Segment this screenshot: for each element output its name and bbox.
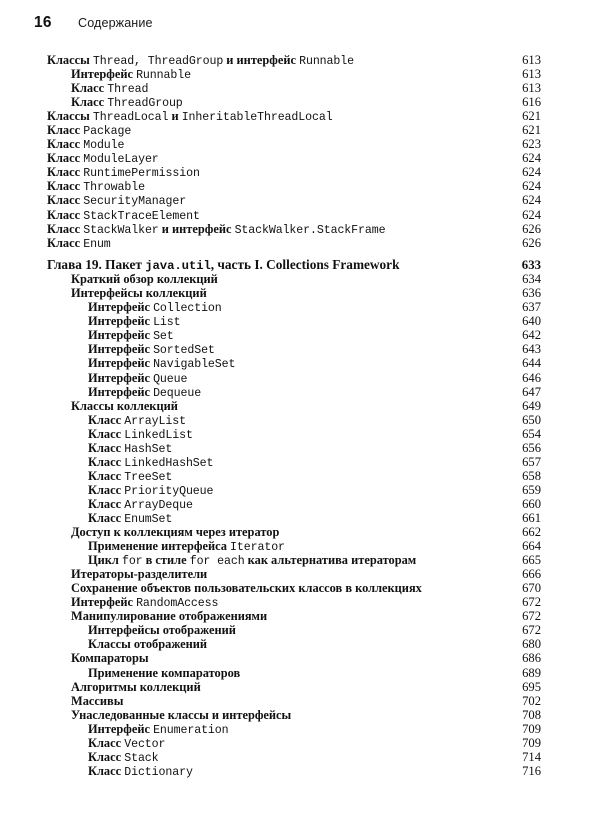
toc-page-number: 695 bbox=[522, 679, 541, 694]
toc-page-number: 702 bbox=[522, 693, 541, 708]
toc-page-number: 656 bbox=[522, 440, 541, 455]
toc-page-number: 633 bbox=[521, 258, 541, 273]
entry-text: Унаследованные классы и интерфейсы bbox=[71, 707, 292, 722]
code-identifier: LinkedList bbox=[124, 428, 193, 442]
entry-text: Интерфейс bbox=[71, 595, 137, 610]
toc-entry-row[interactable] bbox=[0, 666, 600, 680]
entry-text: Алгоритмы коллекций bbox=[71, 679, 201, 694]
toc-entry-row[interactable] bbox=[0, 708, 600, 722]
code-identifier: Stack bbox=[124, 751, 159, 765]
entry-text: Класс bbox=[88, 763, 125, 778]
code-identifier: List bbox=[153, 316, 181, 330]
code-identifier: Dictionary bbox=[124, 765, 193, 779]
entry-text: Класс bbox=[47, 179, 84, 194]
toc-page-number: 716 bbox=[522, 763, 541, 778]
toc-entry-row[interactable] bbox=[0, 385, 600, 399]
code-identifier: RandomAccess bbox=[136, 597, 219, 611]
entry-text: Интерфейс bbox=[88, 300, 154, 315]
entry-text: Глава 19. Пакет bbox=[47, 257, 146, 273]
toc-entry-row[interactable] bbox=[0, 356, 600, 370]
toc-page-number: 637 bbox=[522, 300, 541, 315]
toc-page-number: 672 bbox=[522, 609, 541, 624]
code-identifier: Set bbox=[153, 330, 174, 344]
entry-text: Массивы bbox=[71, 693, 124, 708]
toc-entry-row[interactable] bbox=[0, 342, 600, 356]
toc-page-number: 623 bbox=[522, 137, 541, 152]
entry-text: Класс bbox=[88, 440, 125, 455]
entry-text: Интерфейс bbox=[88, 356, 154, 371]
toc-page-number: 665 bbox=[522, 553, 541, 568]
toc-page-number: 613 bbox=[522, 81, 541, 96]
entry-text: Класс bbox=[71, 81, 108, 96]
running-head bbox=[0, 14, 600, 40]
entry-text: Интерфейсы отображений bbox=[88, 623, 236, 638]
toc-page-number: 672 bbox=[522, 623, 541, 638]
toc-entry-row[interactable] bbox=[0, 53, 600, 67]
toc-entry-row[interactable] bbox=[0, 525, 600, 539]
toc-entry-label bbox=[71, 581, 422, 595]
code-identifier: java.util bbox=[145, 259, 211, 274]
toc-entry-row[interactable] bbox=[0, 595, 600, 609]
toc-entry-row[interactable] bbox=[0, 651, 600, 665]
code-identifier: Throwable bbox=[83, 181, 145, 195]
toc-entry-row[interactable] bbox=[0, 427, 600, 441]
toc-entry-row[interactable] bbox=[0, 95, 600, 109]
entry-text: Классы bbox=[47, 53, 93, 67]
toc-page-number: 666 bbox=[522, 567, 541, 582]
code-identifier: Iterator bbox=[230, 541, 285, 555]
toc-entry-row[interactable] bbox=[0, 286, 600, 300]
toc-page-number: 624 bbox=[522, 151, 541, 166]
entry-text: Цикл bbox=[88, 553, 122, 568]
toc-page-number: 621 bbox=[522, 123, 541, 138]
entry-text: Класс bbox=[88, 496, 125, 511]
toc-entry-row[interactable] bbox=[0, 736, 600, 750]
entry-text: Компараторы bbox=[71, 651, 149, 666]
code-identifier: SortedSet bbox=[153, 344, 215, 358]
toc-entry-row[interactable] bbox=[0, 371, 600, 385]
toc-entry-row[interactable] bbox=[0, 609, 600, 623]
toc-page-number: 650 bbox=[522, 412, 541, 427]
entry-text: Класс bbox=[88, 482, 125, 497]
entry-text: Классы коллекций bbox=[71, 398, 178, 413]
toc-entry-row[interactable] bbox=[0, 123, 600, 137]
code-identifier: Enumeration bbox=[153, 723, 229, 737]
entry-text: Класс bbox=[88, 511, 125, 525]
toc-page-number: 670 bbox=[522, 581, 541, 596]
toc-entry-row[interactable] bbox=[0, 272, 600, 286]
code-identifier: TreeSet bbox=[124, 470, 173, 484]
entry-text: Класс bbox=[47, 207, 84, 222]
toc-entry-row[interactable] bbox=[0, 497, 600, 511]
toc-entry-row[interactable] bbox=[0, 208, 600, 222]
toc-entry-row[interactable] bbox=[0, 314, 600, 328]
entry-text: Классы отображений bbox=[88, 637, 208, 652]
toc-entry-label bbox=[47, 258, 399, 273]
entry-text: Интерфейс bbox=[88, 342, 154, 357]
toc-page-number: 660 bbox=[522, 496, 541, 511]
toc-page-number: 616 bbox=[522, 95, 541, 110]
toc-page-number: 659 bbox=[522, 482, 541, 497]
toc-page-number: 624 bbox=[522, 179, 541, 194]
toc-entry-row[interactable] bbox=[0, 511, 600, 525]
code-identifier: NavigableSet bbox=[153, 358, 236, 372]
toc-page-number: 626 bbox=[522, 221, 541, 236]
toc-entry-label bbox=[88, 623, 236, 637]
toc-page-number: 636 bbox=[522, 286, 541, 301]
code-identifier: PriorityQueue bbox=[124, 484, 214, 498]
toc-entry-row[interactable] bbox=[0, 553, 600, 567]
code-identifier: ArrayDeque bbox=[124, 498, 193, 512]
toc-entry-label bbox=[71, 286, 207, 300]
toc-page-number: 658 bbox=[522, 468, 541, 483]
toc-page-number: 708 bbox=[522, 707, 541, 722]
toc-entry-row[interactable] bbox=[0, 623, 600, 637]
code-identifier: for bbox=[121, 555, 143, 569]
running-head-title: Содержание bbox=[78, 16, 153, 30]
toc-entry-row[interactable] bbox=[0, 581, 600, 595]
toc-entry-row[interactable] bbox=[0, 567, 600, 581]
toc-entry-row[interactable] bbox=[0, 694, 600, 708]
entry-text: Класс bbox=[47, 123, 84, 138]
toc-page-number: 661 bbox=[522, 511, 541, 525]
toc-page-number: 662 bbox=[522, 525, 541, 540]
code-identifier: ArrayList bbox=[124, 414, 186, 428]
toc-entry-row[interactable] bbox=[0, 81, 600, 95]
toc-entry-label bbox=[71, 708, 291, 722]
toc-page-number: 634 bbox=[522, 272, 541, 287]
toc-page-number: 647 bbox=[522, 384, 541, 399]
toc-page-number: 624 bbox=[522, 207, 541, 222]
toc-entry-label bbox=[71, 651, 149, 665]
entry-text: Итераторы-разделители bbox=[71, 567, 208, 582]
code-identifier: Thread bbox=[107, 83, 149, 97]
code-identifier: StackTraceElement bbox=[83, 209, 200, 223]
entry-text: Краткий обзор коллекций bbox=[71, 272, 218, 287]
toc-page-number: 642 bbox=[522, 328, 541, 343]
code-identifier: Dequeue bbox=[153, 386, 202, 400]
toc-entry-row[interactable] bbox=[0, 222, 600, 236]
entry-text: в стиле bbox=[142, 553, 190, 568]
entry-text: , часть I. Collections Framework bbox=[210, 257, 400, 273]
code-identifier: Collection bbox=[153, 302, 222, 316]
toc-page-number: 613 bbox=[522, 53, 541, 67]
toc-entry-label bbox=[47, 236, 111, 252]
entry-text: Класс bbox=[47, 193, 84, 208]
code-identifier: ThreadGroup bbox=[107, 97, 183, 111]
code-identifier: Module bbox=[83, 139, 125, 153]
code-identifier: Queue bbox=[153, 372, 188, 386]
toc-page-number: 709 bbox=[522, 721, 541, 736]
code-identifier: Runnable bbox=[136, 69, 191, 83]
entry-text: Класс bbox=[88, 749, 125, 764]
entry-text: Применение интерфейса bbox=[88, 539, 231, 554]
code-identifier: Package bbox=[83, 125, 132, 139]
entry-text: Интерфейсы коллекций bbox=[71, 286, 207, 301]
entry-text: Интерфейс bbox=[88, 721, 154, 736]
entry-text: Интерфейс bbox=[88, 370, 154, 385]
code-identifier: Enum bbox=[83, 237, 111, 251]
toc-entry-row[interactable] bbox=[0, 193, 600, 207]
toc-page-number: 709 bbox=[522, 735, 541, 750]
toc-entry-row[interactable] bbox=[0, 750, 600, 764]
toc-entry-row[interactable] bbox=[0, 441, 600, 455]
toc-entry-label bbox=[71, 399, 178, 413]
toc-page-number: 657 bbox=[522, 454, 541, 469]
entry-text: Класс bbox=[88, 468, 125, 483]
entry-text: Интерфейс bbox=[88, 314, 154, 329]
toc-page-number: 714 bbox=[522, 749, 541, 764]
toc-entry-row[interactable] bbox=[0, 137, 600, 151]
entry-text: Интерфейс bbox=[71, 67, 137, 82]
toc-entry-label bbox=[88, 764, 193, 780]
toc-entry-row[interactable] bbox=[0, 236, 600, 250]
code-identifier: LinkedHashSet bbox=[124, 456, 214, 470]
code-identifier: InheritableThreadLocal bbox=[181, 111, 333, 125]
toc-page-number: 613 bbox=[522, 67, 541, 82]
toc-entry-row[interactable] bbox=[0, 109, 600, 123]
toc-entry-label bbox=[71, 525, 279, 539]
entry-text: Применение компараторов bbox=[88, 665, 241, 680]
entry-text: и интерфейс bbox=[158, 221, 235, 236]
entry-text: Интерфейс bbox=[88, 328, 154, 343]
entry-text: Класс bbox=[47, 137, 84, 152]
toc-entry-label bbox=[71, 694, 123, 708]
toc-page-number: 672 bbox=[522, 595, 541, 610]
toc-entry-label bbox=[71, 567, 207, 581]
code-identifier: StackWalker bbox=[83, 223, 159, 237]
entry-text: Класс bbox=[47, 151, 84, 166]
toc-entry-row[interactable] bbox=[0, 722, 600, 736]
entry-text: Класс bbox=[88, 454, 125, 469]
toc-entry-row[interactable] bbox=[0, 680, 600, 694]
toc-page-number: 621 bbox=[522, 109, 541, 124]
toc-entry-row[interactable] bbox=[0, 300, 600, 314]
toc-entry-label bbox=[71, 609, 267, 623]
code-identifier: SecurityManager bbox=[83, 195, 187, 209]
toc-entry-label bbox=[71, 272, 218, 286]
entry-text: Класс bbox=[47, 165, 84, 180]
toc-page-number: 626 bbox=[522, 235, 541, 250]
toc-page-number: 654 bbox=[522, 426, 541, 441]
entry-text: Класс bbox=[88, 735, 125, 750]
toc-page-number: 624 bbox=[522, 165, 541, 180]
toc-entry-label bbox=[71, 680, 201, 694]
table-of-contents bbox=[0, 53, 600, 778]
code-identifier: Thread, ThreadGroup bbox=[92, 55, 224, 68]
toc-entry-row[interactable] bbox=[0, 483, 600, 497]
toc-page-number: 644 bbox=[522, 356, 541, 371]
entry-text: Класс bbox=[88, 412, 125, 427]
toc-page-number: 640 bbox=[522, 314, 541, 329]
toc-entry-row[interactable] bbox=[0, 151, 600, 165]
toc-entry-label bbox=[88, 637, 207, 651]
entry-text: Манипулирование отображениями bbox=[71, 609, 268, 624]
entry-text: Класс bbox=[88, 426, 125, 441]
toc-page-number: 664 bbox=[522, 539, 541, 554]
code-identifier: ThreadLocal bbox=[92, 111, 169, 125]
toc-entry-row[interactable] bbox=[0, 179, 600, 193]
toc-page-number: 646 bbox=[522, 370, 541, 385]
toc-entry-row[interactable] bbox=[0, 67, 600, 81]
code-identifier: for each bbox=[189, 555, 245, 569]
page-folio-number: 16 bbox=[34, 14, 52, 31]
toc-entry-row[interactable] bbox=[0, 637, 600, 651]
code-identifier: EnumSet bbox=[124, 513, 173, 526]
toc-page-number: 643 bbox=[522, 342, 541, 357]
toc-page-number: 649 bbox=[522, 398, 541, 413]
toc-chapter-row[interactable] bbox=[0, 258, 600, 272]
toc-entry-row[interactable] bbox=[0, 328, 600, 342]
toc-entry-row[interactable] bbox=[0, 539, 600, 553]
entry-text: как альтернатива итераторам bbox=[244, 553, 417, 568]
code-identifier: ModuleLayer bbox=[83, 153, 159, 167]
toc-entry-row[interactable] bbox=[0, 764, 600, 778]
entry-text: Класс bbox=[47, 221, 84, 236]
code-identifier: HashSet bbox=[124, 442, 173, 456]
code-identifier: Runnable bbox=[299, 55, 354, 68]
toc-page-number: 689 bbox=[522, 665, 541, 680]
toc-page-number: 686 bbox=[522, 651, 541, 666]
toc-entry-row[interactable] bbox=[0, 469, 600, 483]
code-identifier: StackWalker.StackFrame bbox=[234, 223, 386, 237]
toc-page-number: 680 bbox=[522, 637, 541, 652]
entry-text: Доступ к коллекциям через итератор bbox=[71, 525, 280, 540]
toc-entry-row[interactable] bbox=[0, 413, 600, 427]
entry-text: Класс bbox=[71, 95, 108, 110]
entry-text: и bbox=[168, 109, 182, 124]
entry-text: Класс bbox=[47, 235, 84, 250]
toc-entry-row[interactable] bbox=[0, 455, 600, 469]
entry-text: и интерфейс bbox=[223, 53, 300, 67]
toc-entry-row[interactable] bbox=[0, 399, 600, 413]
code-identifier: RuntimePermission bbox=[83, 167, 200, 181]
toc-entry-row[interactable] bbox=[0, 165, 600, 179]
entry-text: Сохранение объектов пользовательских классов в коллекциях bbox=[71, 581, 422, 596]
toc-page-number: 624 bbox=[522, 193, 541, 208]
toc-entry-label bbox=[88, 666, 240, 680]
code-identifier: Vector bbox=[124, 737, 166, 751]
entry-text: Классы bbox=[47, 109, 93, 124]
entry-text: Интерфейс bbox=[88, 384, 154, 399]
